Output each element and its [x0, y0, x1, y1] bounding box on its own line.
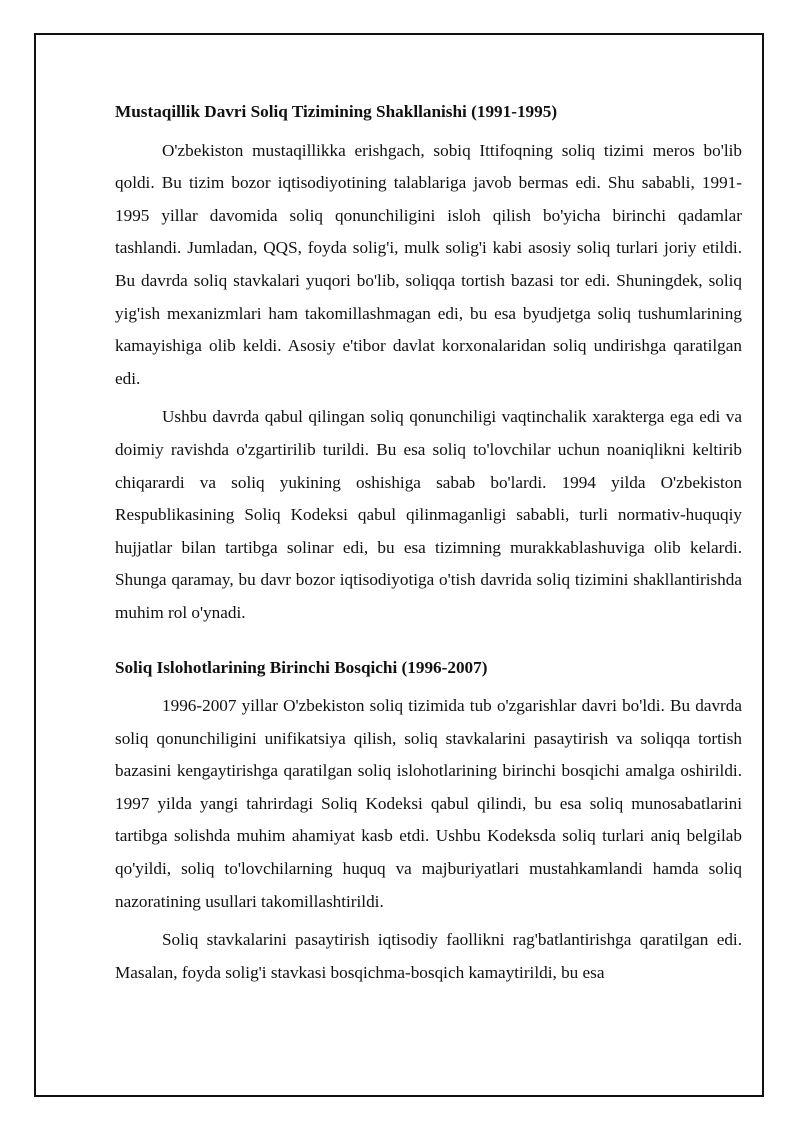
- section-mustaqillik-davri: [115, 96, 742, 630]
- paragraph: 1996-2007 yillar O'zbekiston soliq tizimida tub o'zgarishlar davri bo'ldi. Bu davrda soliq qonunchiligini unifikatsiya qilish, soliq stavkalarini pasaytirish va soliqqa tortish bazasini kengaytirishga qaratilgan soliq islohotlarining birinchi bosqichi amalga oshirildi. 1997 yilda yangi tahrirdagi Soliq Kodeksi qabul qilindi, bu esa soliq munosabatlarini tartibga solishda muhim ahamiyat kasb etdi. Ushbu Kodeksda soliq turlari aniq belgilab qo'yildi, soliq to'lovchilarning huquq va majburiyatlari mustahkamlandi hamda soliq nazoratining usullari takomillashtirildi.: [115, 696, 742, 911]
- section-heading: Soliq Islohotlarining Birinchi Bosqichi (1996-2007): [115, 657, 488, 677]
- paragraph: Ushbu davrda qabul qilingan soliq qonunchiligi vaqtinchalik xarakterga ega edi va doimiy ravishda o'zgartirilib turildi. Bu esa soliq to'lovchilar uchun noaniqlikni keltirib chiqarardi va soliq yukining oshishiga sabab bo'lardi. 1994 yilda O'zbekiston Respublikasining Soliq Kodeksi qabul qilinmaganligi sababli, turli normativ-huquqiy hujjatlar bilan tartibga solinar edi, bu esa tizimning murakkablashuviga olib kelardi. Shunga qaramay, bu davr bozor iqtisodiyotiga o'tish davrida soliq tizimini shakllantirishda muhim rol o'ynadi.: [115, 407, 742, 622]
- paragraph: O'zbekiston mustaqillikka erishgach, sobiq Ittifoqning soliq tizimi meros bo'lib qoldi. Bu tizim bozor iqtisodiyotining talablariga javob bermas edi. Shu sababli, 1991-1995 yillar davomida soliq qonunchiligini isloh qilish bo'yicha birinchi qadamlar tashlandi. Jumladan, QQS, foyda solig'i, mulk solig'i kabi asosiy soliq turlari joriy etildi. Bu davrda soliq stavkalari yuqori bo'lib, soliqqa tortish bazasi tor edi. Shuningdek, soliq yig'ish mexanizmlari ham takomillashmagan edi, bu esa byudjetga soliq tushumlarining kamayishiga olib keldi. Asosiy e'tibor davlat korxonalaridan soliq undirishga qaratilgan edi.: [115, 140, 742, 388]
- paragraph: Soliq stavkalarini pasaytirish iqtisodiy faollikni rag'batlantirishga qaratilgan edi. Masalan, foyda solig'i stavkasi bosqichma-bosqich kamaytirildi, bu esa: [115, 930, 742, 982]
- section-birinchi-bosqich: [115, 652, 742, 990]
- document-body: [115, 96, 742, 995]
- section-heading: Mustaqillik Davri Soliq Tizimining Shakllanishi (1991-1995): [115, 102, 558, 121]
